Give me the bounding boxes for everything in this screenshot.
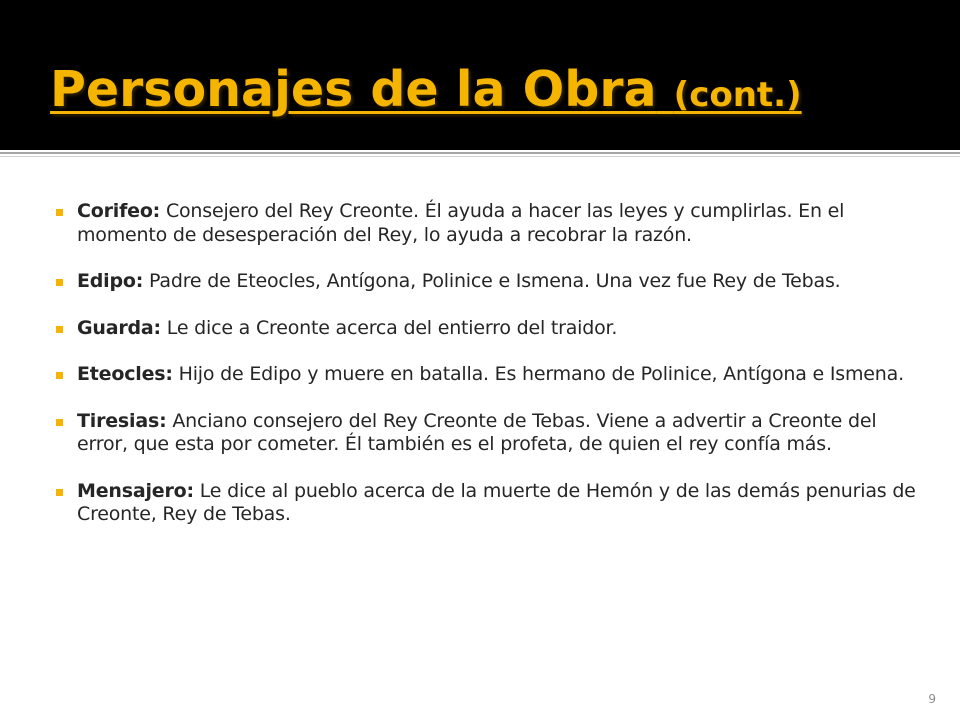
page-number: 9 — [928, 692, 936, 706]
square-bullet-icon — [56, 419, 63, 426]
character-name: Eteocles: — [77, 363, 173, 385]
character-list — [56, 200, 916, 550]
slide-title-suffix: (cont.) — [673, 75, 802, 115]
divider-line-light — [0, 156, 960, 157]
square-bullet-icon — [56, 489, 63, 496]
character-description: Anciano consejero del Rey Creonte de Tebas. Viene a advertir a Creonte del error, que esta por cometer. Él también es el profeta, de quien el rey confía más. — [77, 409, 877, 455]
character-description: Hijo de Edipo y muere en batalla. Es hermano de Polinice, Antígona e Ismena. — [178, 363, 904, 385]
list-item-text — [77, 270, 916, 294]
list-item-text — [77, 200, 916, 247]
square-bullet-icon — [56, 326, 63, 333]
list-item-corifeo — [56, 200, 916, 247]
character-name: Mensajero: — [77, 479, 194, 502]
list-item-tiresias — [56, 410, 916, 457]
list-item-text — [77, 317, 916, 341]
character-description: Consejero del Rey Creonte. Él ayuda a hacer las leyes y cumplirlas. En el momento de desesperación del Rey, lo ayuda a recobrar la razón. — [77, 200, 845, 246]
character-description: Padre de Eteocles, Antígona, Polinice e Ismena. Una vez fue Rey de Tebas. — [149, 270, 841, 292]
list-item-edipo — [56, 270, 916, 294]
slide-title-text: Personajes de la Obra — [50, 61, 657, 118]
title-bar — [0, 0, 960, 150]
slide-title — [50, 60, 802, 125]
list-item-mensajero — [56, 480, 916, 527]
list-item-text — [77, 363, 916, 387]
character-description: Le dice a Creonte acerca del entierro del traidor. — [166, 316, 618, 339]
character-description: Le dice al pueblo acerca de la muerte de Hemón y de las demás penurias de Creonte, Rey de Tebas. — [77, 479, 916, 525]
list-item-text — [77, 480, 916, 527]
list-item-guarda — [56, 317, 916, 341]
square-bullet-icon — [56, 279, 63, 286]
square-bullet-icon — [56, 372, 63, 379]
character-name: Corifeo: — [77, 200, 161, 222]
divider-line — [0, 152, 960, 154]
character-name: Guarda: — [77, 316, 161, 339]
square-bullet-icon — [56, 209, 63, 216]
list-item-eteocles — [56, 363, 916, 387]
list-item-text — [77, 410, 916, 457]
character-name: Tiresias: — [77, 409, 167, 432]
character-name: Edipo: — [77, 270, 144, 292]
